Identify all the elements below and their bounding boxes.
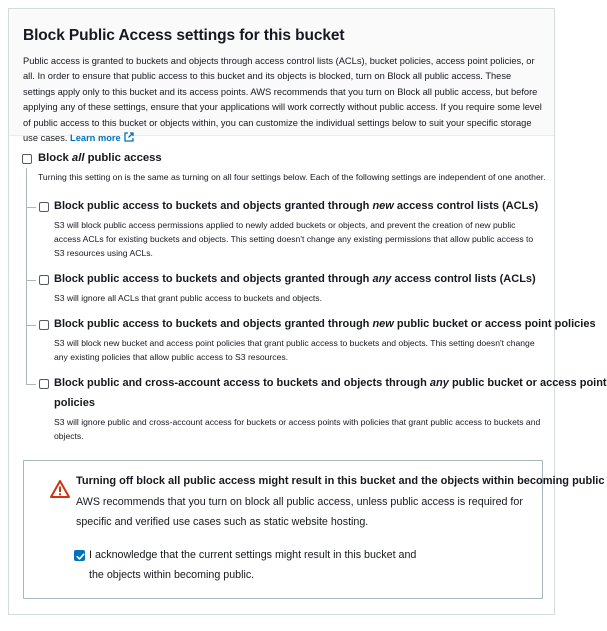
block-new-policies-label[interactable] bbox=[54, 318, 596, 330]
block-any-policies-label-line2[interactable]: policies bbox=[54, 397, 95, 409]
checkmark-icon bbox=[75, 551, 86, 562]
block-all-description: Turning this setting on is the same as turning on all four settings below. Each of the following settings are independent of one another. bbox=[38, 172, 546, 182]
option-label-suffix: public bucket or access point policies bbox=[393, 318, 596, 330]
option-label-emph: new bbox=[372, 200, 394, 212]
option-label-emph: any bbox=[429, 377, 449, 389]
tree-connector-vertical bbox=[26, 168, 27, 384]
block-any-acls-checkbox[interactable] bbox=[39, 275, 49, 285]
warning-alert bbox=[23, 460, 605, 599]
warning-icon bbox=[50, 479, 70, 499]
block-public-access-panel bbox=[8, 8, 607, 615]
acknowledge-checkbox[interactable] bbox=[74, 550, 85, 561]
warning-text: AWS recommends that you turn on block all public access, unless public access is required for specific and verified use cases such as static website hosting. bbox=[76, 496, 523, 528]
tree-connector-4 bbox=[26, 384, 36, 385]
block-any-acls-label[interactable] bbox=[54, 273, 536, 285]
learn-more-label: Learn more bbox=[70, 133, 121, 144]
block-new-acls-description: S3 will block public access permissions applied to newly added buckets or objects, and prevent the creation of new public access ACLs for existing buckets and objects. This setting doesn't change any existing permissions that allow public access to S3 resources using ACLs. bbox=[54, 220, 534, 258]
block-new-acls-checkbox[interactable] bbox=[39, 202, 49, 212]
block-new-policies-description: S3 will block new bucket and access point policies that grant public access to buckets and objects. This setting doesn't change any existing policies that allow public access to S3 resources. bbox=[54, 338, 535, 362]
block-all-label[interactable] bbox=[38, 152, 162, 164]
option-label-suffix: public bucket or access point bbox=[448, 377, 607, 389]
block-all-checkbox[interactable] bbox=[22, 154, 32, 164]
panel-description bbox=[23, 54, 542, 146]
tree-connector-1 bbox=[26, 207, 36, 208]
external-link-icon bbox=[124, 132, 134, 142]
option-label-emph: any bbox=[372, 273, 392, 285]
block-new-acls-label[interactable] bbox=[54, 200, 538, 212]
option-label-prefix: Block public and cross-account access to buckets and objects through bbox=[54, 377, 430, 389]
block-any-policies-label[interactable] bbox=[54, 377, 607, 389]
panel-description-text: Public access is granted to buckets and objects through access control lists (ACLs), bucket policies, access point policies, or all. In order to ensure that public access to this bucket and its objects is blocked, turn on Block all public access. These settings apply only to this bucket and its access points. AWS recommends that you turn on Block all public access, but before applying any of these settings, ensure that your applications will work correctly without public access. If you require some level of public access to this bucket or objects within, you can customize the individual settings below to suit your specific storage use cases. bbox=[23, 56, 542, 144]
block-all-label-suffix: public access bbox=[84, 152, 162, 164]
block-all-label-prefix: Block bbox=[38, 152, 72, 164]
block-any-policies-description: S3 will ignore public and cross-account access for buckets or access points with policies that grant public access to buckets and objects. bbox=[54, 417, 541, 441]
acknowledge-label[interactable]: I acknowledge that the current settings might result in this bucket and the objects within becoming public. bbox=[89, 549, 417, 581]
option-label-suffix: access control lists (ACLs) bbox=[393, 200, 539, 212]
panel-header bbox=[9, 9, 554, 144]
option-label-prefix: Block public access to buckets and objects granted through bbox=[54, 318, 373, 330]
block-any-acls-description: S3 will ignore all ACLs that grant public access to buckets and objects. bbox=[54, 293, 322, 303]
panel-title: Block Public Access settings for this bucket bbox=[23, 27, 345, 44]
warning-title: Turning off block all public access might result in this bucket and the objects within becoming public bbox=[76, 475, 605, 487]
tree-connector-2 bbox=[26, 280, 36, 281]
block-all-label-emph: all bbox=[71, 152, 85, 164]
learn-more-link[interactable] bbox=[70, 133, 134, 143]
option-label-prefix: Block public access to buckets and objects granted through bbox=[54, 273, 373, 285]
option-label-emph: new bbox=[372, 318, 394, 330]
option-label-prefix: Block public access to buckets and objects granted through bbox=[54, 200, 373, 212]
block-any-policies-checkbox[interactable] bbox=[39, 379, 49, 389]
option-label-suffix: access control lists (ACLs) bbox=[391, 273, 536, 285]
tree-connector-3 bbox=[26, 325, 36, 326]
block-new-policies-checkbox[interactable] bbox=[39, 320, 49, 330]
